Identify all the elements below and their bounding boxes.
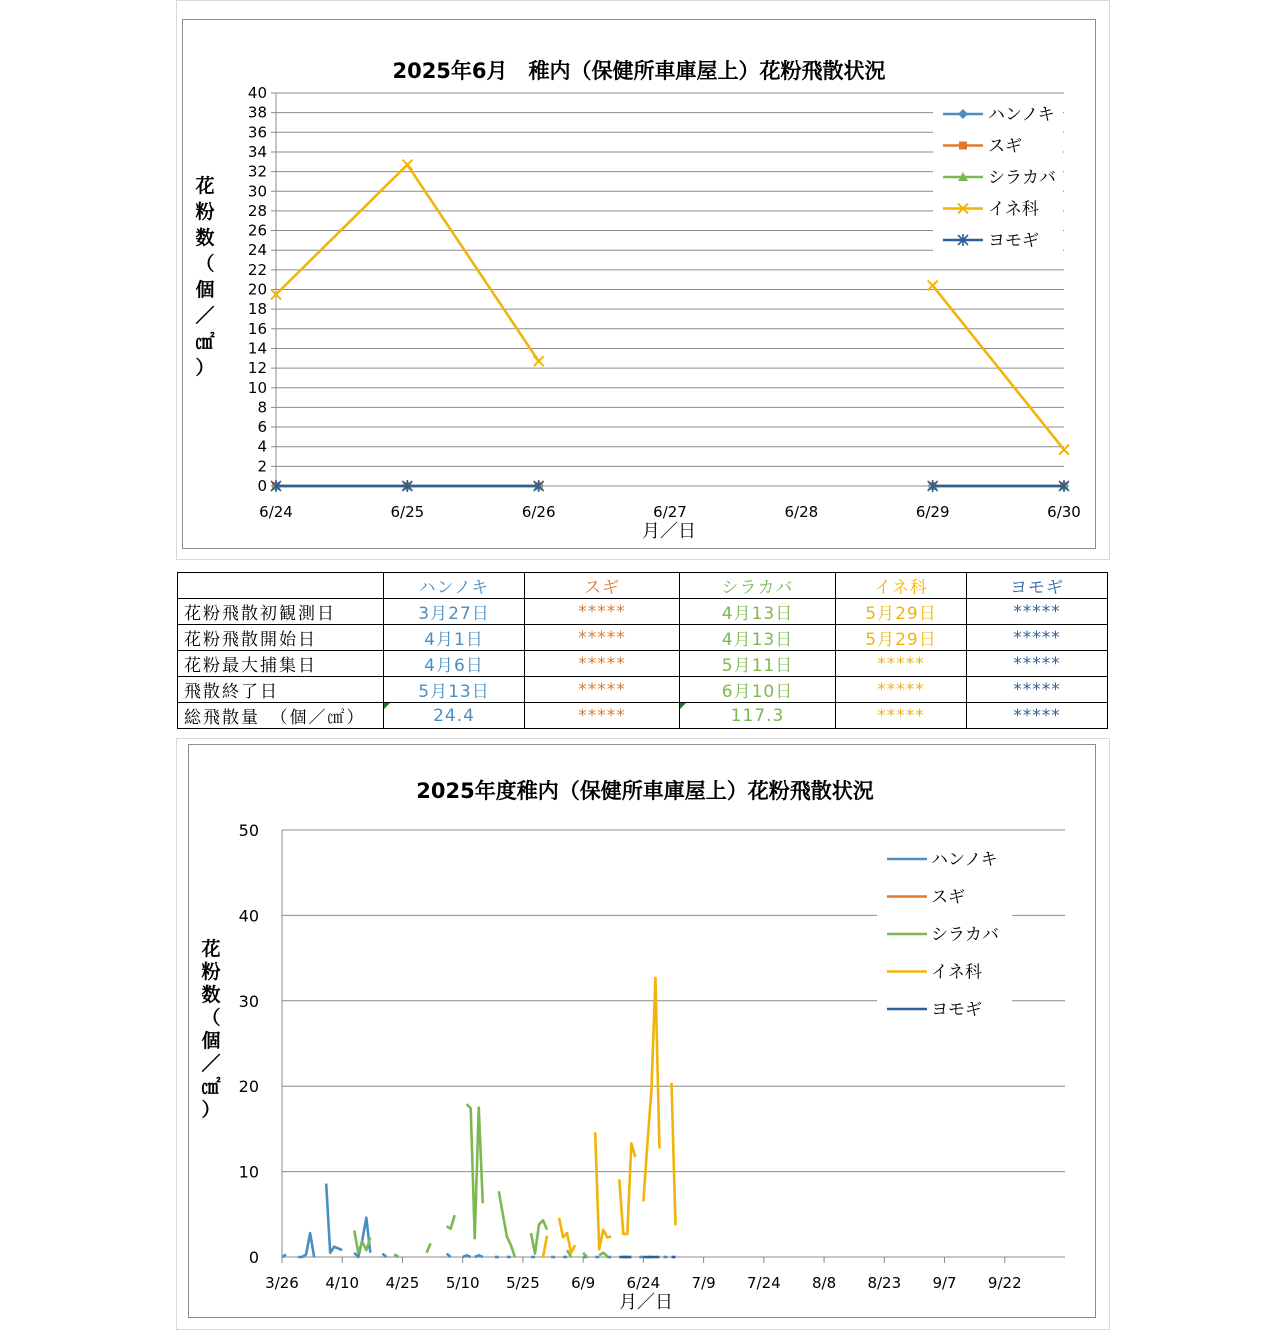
y-tick-label: 20 xyxy=(247,280,267,299)
cell-value: 117.3 xyxy=(730,705,785,726)
table-row xyxy=(178,625,1108,651)
y-tick-label: 10 xyxy=(238,1162,259,1182)
y-axis-label-char: （ xyxy=(201,1007,221,1029)
y-axis-label-char: ㎠ xyxy=(195,331,215,353)
y-tick-label: 6 xyxy=(257,418,267,437)
y-tick-label: 34 xyxy=(247,142,267,161)
x-tick-label: 9/7 xyxy=(932,1274,957,1292)
cell-grass: 5月29日 xyxy=(836,599,967,625)
series-birch xyxy=(354,1104,607,1257)
cell-birch: 4月13日 xyxy=(680,625,836,651)
cell-birch: 5月11日 xyxy=(680,651,836,677)
series-grass xyxy=(543,978,676,1257)
y-tick-label: 10 xyxy=(247,378,267,397)
series-line-segment xyxy=(382,1254,386,1257)
y-tick-label: 8 xyxy=(257,398,267,417)
table-corner-cell xyxy=(178,573,384,599)
x-tick-label: 6/29 xyxy=(915,503,950,521)
cell-alder xyxy=(384,703,525,729)
y-tick-label: 14 xyxy=(247,339,267,358)
cell-grass: 5月29日 xyxy=(836,625,967,651)
series-line-segment xyxy=(298,1233,314,1257)
x-tick-label: 6/25 xyxy=(390,503,425,521)
legend-label: シラカバ xyxy=(931,925,999,945)
chart-title: 2025年6月 稚内（保健所車庫屋上）花粉飛散状況 xyxy=(392,59,886,83)
monthly-chart xyxy=(182,19,1096,549)
y-tick-label: 18 xyxy=(247,300,267,319)
summary-table xyxy=(177,572,1108,729)
y-axis-label-char: ／ xyxy=(195,305,215,327)
series-line-segment xyxy=(543,1236,547,1257)
cell-grass: ***** xyxy=(836,651,967,677)
y-tick-label: 50 xyxy=(238,821,259,840)
header-alder: ハンノキ xyxy=(384,573,525,599)
y-tick-label: 0 xyxy=(248,1248,259,1267)
header-cedar: スギ xyxy=(525,573,680,599)
series-line-segment xyxy=(599,1253,607,1256)
x-tick-label: 8/8 xyxy=(812,1274,837,1292)
x-tick-label: 6/24 xyxy=(626,1274,661,1292)
x-tick-label: 4/10 xyxy=(325,1274,360,1292)
x-tick-label: 5/25 xyxy=(506,1274,540,1292)
x-tick-label: 6/30 xyxy=(1047,503,1081,521)
y-tick-label: 40 xyxy=(247,84,267,102)
legend xyxy=(877,840,1012,1030)
cell-alder: 4月6日 xyxy=(384,651,525,677)
y-axis-label-char: 粉 xyxy=(195,201,215,223)
cell-mugwort: ***** xyxy=(967,677,1108,703)
y-tick-label: 0 xyxy=(257,477,267,495)
legend-label: ハンノキ xyxy=(988,105,1055,125)
legend-label: シラカバ xyxy=(988,168,1056,188)
y-tick-label: 40 xyxy=(238,906,259,926)
x-axis-label: 月／日 xyxy=(642,521,696,542)
x-tick-label: 6/28 xyxy=(784,503,819,521)
row-label: 花粉最大捕集日 xyxy=(178,651,384,677)
series-line-segment xyxy=(326,1184,342,1253)
row-label: 花粉飛散初観測日 xyxy=(178,599,384,625)
table-row xyxy=(178,703,1108,729)
series-line-segment xyxy=(394,1255,398,1257)
y-axis-label-char: 個 xyxy=(201,1030,221,1052)
legend-label: スギ xyxy=(988,136,1022,157)
y-tick-label: 24 xyxy=(247,241,267,260)
row-label: 総飛散量 （個／㎠） xyxy=(178,703,384,729)
x-tick-label: 6/27 xyxy=(653,503,687,521)
table-row xyxy=(178,599,1108,625)
table-row xyxy=(178,651,1108,677)
x-tick-label: 7/24 xyxy=(747,1274,781,1292)
cell-birch: 4月13日 xyxy=(680,599,836,625)
legend-label: イネ科 xyxy=(988,199,1039,220)
cell-cedar: ***** xyxy=(525,703,680,729)
cell-mugwort: ***** xyxy=(967,625,1108,651)
cell-alder: 4月1日 xyxy=(384,625,525,651)
x-tick-label: 6/9 xyxy=(571,1274,596,1292)
monthly-chart-svg xyxy=(183,20,1095,548)
header-birch: シラカバ xyxy=(680,573,836,599)
series-line xyxy=(276,165,539,362)
y-tick-label: 32 xyxy=(247,162,267,181)
season-chart-svg xyxy=(189,745,1095,1317)
cell-birch: 6月10日 xyxy=(680,677,836,703)
data-point xyxy=(1059,445,1069,455)
series-line-segment xyxy=(447,1215,455,1229)
legend xyxy=(933,100,1063,262)
legend-marker xyxy=(959,142,967,150)
x-tick-label: 6/26 xyxy=(521,503,556,521)
series-line-segment xyxy=(499,1191,515,1257)
cell-mugwort: ***** xyxy=(967,651,1108,677)
y-tick-label: 30 xyxy=(238,991,259,1011)
y-axis-label-char: 花 xyxy=(201,938,221,960)
y-axis-label-char: ㎠ xyxy=(201,1076,221,1098)
y-axis-label-char: （ xyxy=(195,253,215,275)
legend-label: ヨモギ xyxy=(931,1000,982,1020)
cell-flag-marker xyxy=(680,703,686,709)
cell-birch xyxy=(680,703,836,729)
cell-mugwort: ***** xyxy=(967,599,1108,625)
series-line-segment xyxy=(427,1243,431,1252)
legend-label: ヨモギ xyxy=(988,231,1039,251)
y-axis-label-char: 個 xyxy=(195,279,215,301)
y-tick-label: 30 xyxy=(247,182,267,201)
x-tick-label: 3/26 xyxy=(265,1274,299,1292)
cell-cedar: ***** xyxy=(525,651,680,677)
series-line-segment xyxy=(595,1132,611,1249)
x-tick-label: 9/22 xyxy=(987,1274,1022,1292)
cell-grass: ***** xyxy=(836,677,967,703)
cell-mugwort: ***** xyxy=(967,703,1108,729)
cell-cedar: ***** xyxy=(525,625,680,651)
y-tick-label: 22 xyxy=(247,260,267,279)
series-line-segment xyxy=(619,1143,635,1234)
cell-cedar: ***** xyxy=(525,599,680,625)
y-axis-label-char: ） xyxy=(201,1099,221,1121)
header-mugwort: ヨモギ xyxy=(967,573,1108,599)
x-tick-label: 6/24 xyxy=(259,503,293,521)
table-row xyxy=(178,677,1108,703)
series-line-segment xyxy=(643,978,659,1202)
y-tick-label: 2 xyxy=(257,457,267,476)
header-grass: イネ科 xyxy=(836,573,967,599)
x-tick-label: 7/9 xyxy=(691,1274,716,1292)
cell-alder: 3月27日 xyxy=(384,599,525,625)
y-tick-label: 38 xyxy=(247,103,267,122)
y-tick-label: 16 xyxy=(247,319,267,338)
y-axis-label-char: 粉 xyxy=(201,961,221,983)
row-label: 花粉飛散開始日 xyxy=(178,625,384,651)
cell-flag-marker xyxy=(384,703,390,709)
cell-cedar: ***** xyxy=(525,677,680,703)
chart-title: 2025年度稚内（保健所車庫屋上）花粉飛散状況 xyxy=(416,779,874,803)
row-label: 飛散終了日 xyxy=(178,677,384,703)
y-tick-label: 20 xyxy=(238,1077,259,1097)
y-axis-label xyxy=(194,174,215,379)
y-axis-label-char: 数 xyxy=(195,227,215,249)
legend-label: ハンノキ xyxy=(931,850,998,870)
y-axis-label xyxy=(200,937,221,1121)
series-line-segment xyxy=(559,1218,575,1253)
series-line-segment xyxy=(447,1254,451,1257)
y-tick-label: 4 xyxy=(257,437,267,456)
data-point xyxy=(402,160,412,170)
y-axis-label-char: 数 xyxy=(201,984,221,1006)
cell-alder: 5月13日 xyxy=(384,677,525,703)
season-chart xyxy=(188,744,1096,1318)
y-tick-label: 28 xyxy=(247,201,267,220)
y-axis-label-char: ） xyxy=(195,357,215,379)
x-tick-label: 5/10 xyxy=(445,1274,480,1292)
x-axis-label: 月／日 xyxy=(619,1292,673,1313)
series-line-segment xyxy=(671,1083,675,1226)
x-tick-label: 8/23 xyxy=(867,1274,902,1292)
data-point xyxy=(534,356,544,366)
legend-label: イネ科 xyxy=(931,962,982,983)
y-tick-label: 12 xyxy=(247,359,267,378)
y-tick-label: 26 xyxy=(247,221,267,240)
legend-label: スギ xyxy=(931,887,965,908)
y-axis-label-char: ／ xyxy=(201,1053,221,1075)
table-header-row xyxy=(178,573,1108,599)
x-tick-label: 4/25 xyxy=(385,1274,420,1292)
y-tick-label: 36 xyxy=(247,123,267,142)
cell-value: 24.4 xyxy=(433,705,475,726)
y-axis-label-char: 花 xyxy=(195,175,215,197)
cell-grass: ***** xyxy=(836,703,967,729)
